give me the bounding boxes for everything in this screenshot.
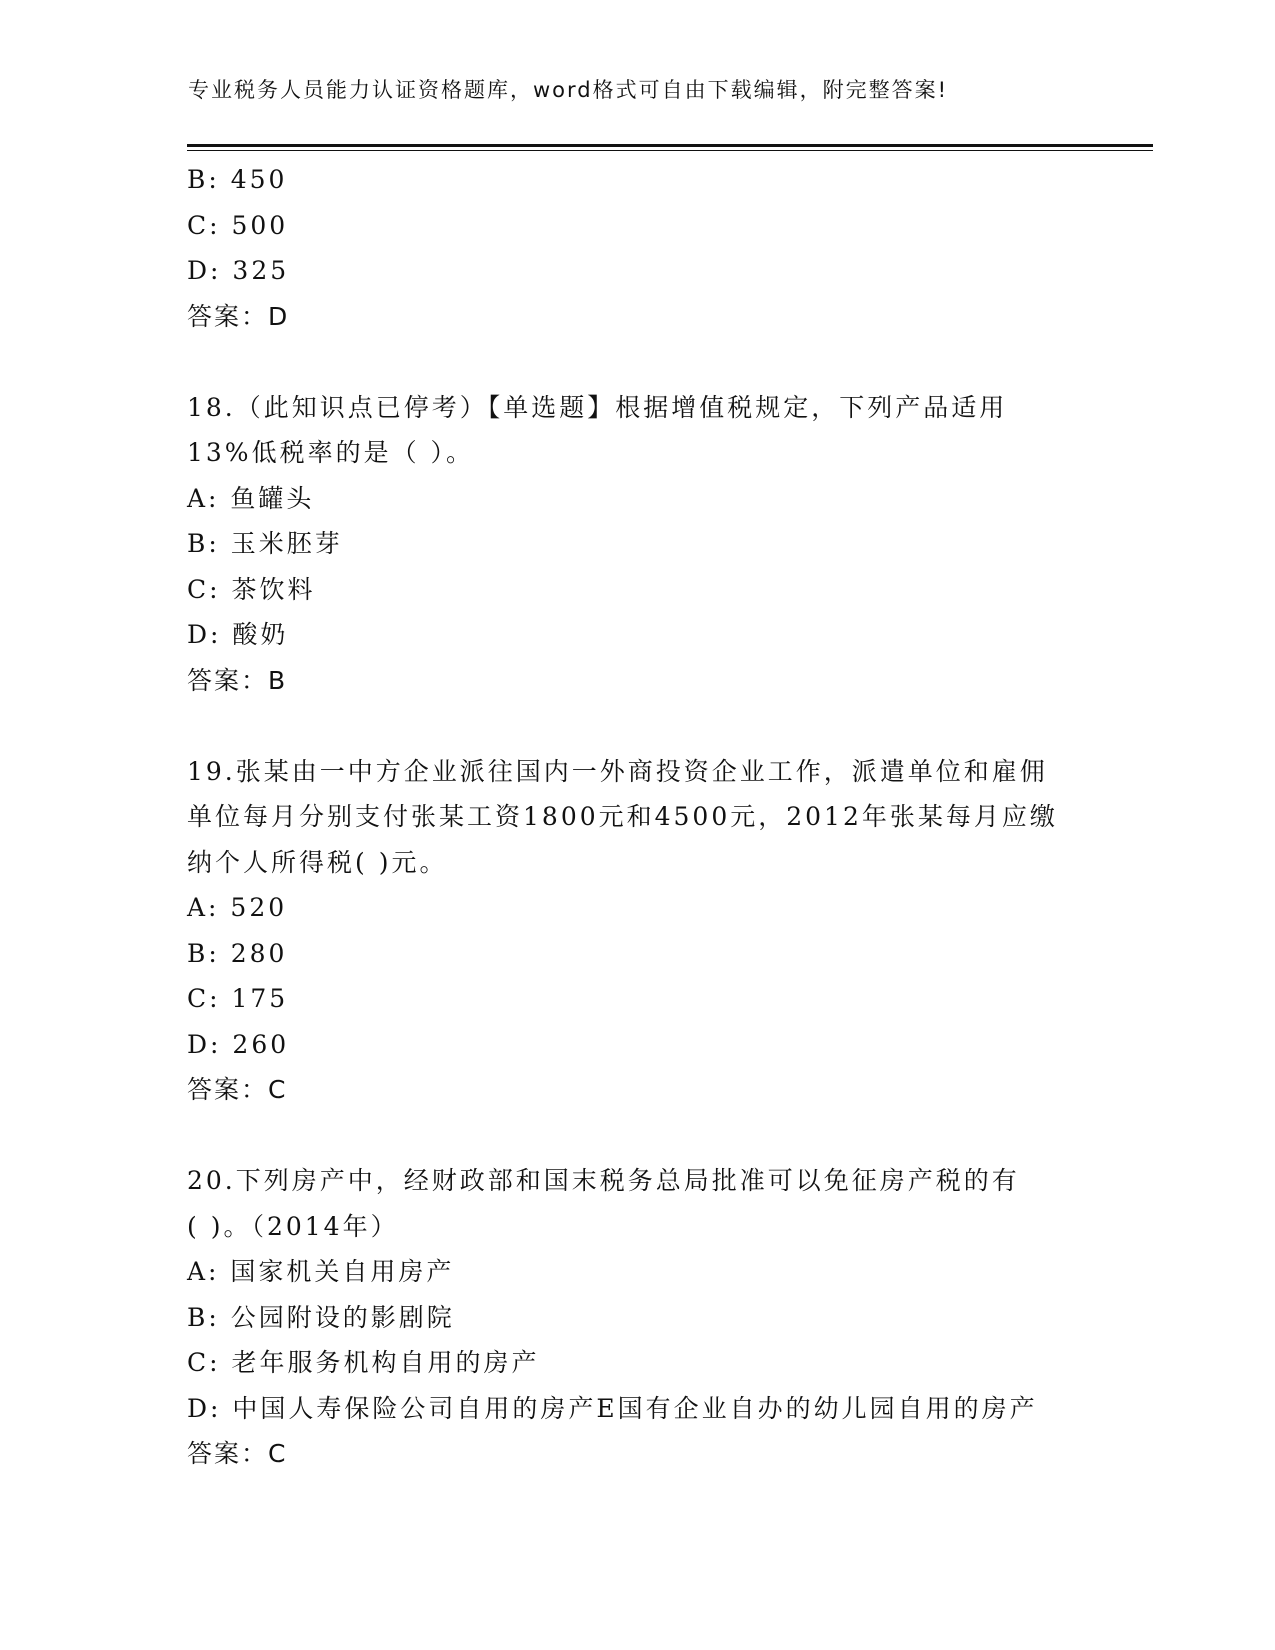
option-c: C: 500 xyxy=(187,210,289,240)
question-stem-line: 单位每月分别支付张某工资1800元和4500元，2012年张某每月应缴 xyxy=(187,802,1058,831)
question-stem-line: 13%低税率的是（ ）。 xyxy=(187,438,475,467)
option-a: A: 520 xyxy=(187,893,288,922)
option-b: B: 公园附设的影剧院 xyxy=(187,1302,455,1332)
option-a: A: 国家机关自用房产 xyxy=(187,1257,455,1286)
question-19 xyxy=(187,749,1087,1113)
question-stem-line: 19.张某由一中方企业派往国内一外商投资企业工作，派遣单位和雇佣 xyxy=(187,756,1048,786)
question-stem-line: 纳个人所得税( )元。 xyxy=(187,847,448,877)
option-c: C: 175 xyxy=(187,984,289,1013)
option-b: B: 450 xyxy=(187,165,288,194)
header-rule-thin xyxy=(187,150,1153,151)
question-stem-line: 20.下列房产中，经财政部和国末税务总局批准可以免征房产税的有 xyxy=(187,1166,1020,1195)
answer: 答案：B xyxy=(187,665,288,695)
option-d: D: 325 xyxy=(187,256,290,285)
option-d: D: 中国人寿保险公司自用的房产E国有企业自办的幼儿园自用的房产 xyxy=(187,1393,1038,1423)
answer: 答案：D xyxy=(187,301,290,331)
question-stem-line: ( )。（2014年） xyxy=(187,1211,399,1241)
option-d: D: 酸奶 xyxy=(187,620,289,649)
answer: 答案：C xyxy=(187,1075,288,1104)
spacer xyxy=(187,703,1087,749)
question-18 xyxy=(187,385,1087,704)
spacer xyxy=(187,1113,1087,1159)
header-rule-thick xyxy=(187,144,1153,147)
option-b: B: 280 xyxy=(187,938,288,968)
question-stem-line: 18.（此知识点已停考）【单选题】根据增值税规定，下列产品适用 xyxy=(187,392,1008,422)
page-header: 专业税务人员能力认证资格题库，word格式可自由下载编辑，附完整答案! xyxy=(188,78,949,102)
option-b: B: 玉米胚芽 xyxy=(187,529,343,558)
option-c: C: 茶饮料 xyxy=(187,574,316,604)
spacer xyxy=(187,339,1087,385)
option-c: C: 老年服务机构自用的房产 xyxy=(187,1348,540,1377)
question-17 xyxy=(187,157,1087,339)
question-20 xyxy=(187,1158,1087,1477)
option-d: D: 260 xyxy=(187,1029,290,1059)
answer: 答案：C xyxy=(187,1439,288,1468)
document-body xyxy=(187,157,1087,1477)
option-a: A: 鱼罐头 xyxy=(187,483,315,513)
